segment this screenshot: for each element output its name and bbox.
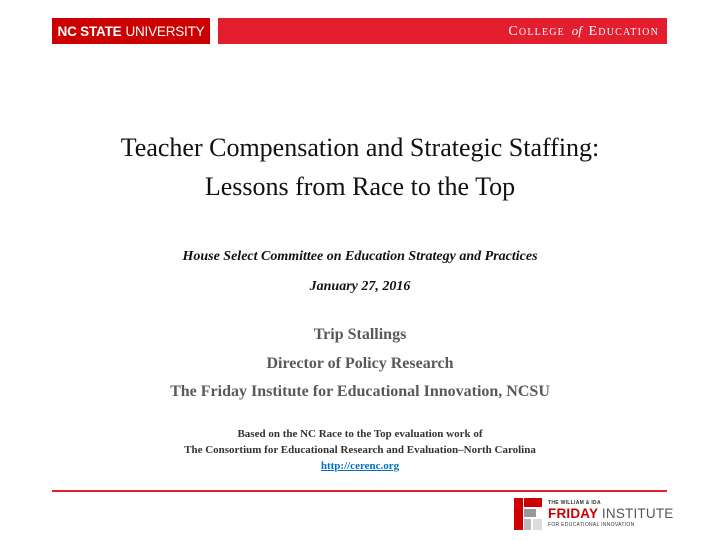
friday-institute-name-institute: INSTITUTE (601, 506, 674, 521)
friday-institute-small-text: THE WILLIAM & IDA (548, 500, 601, 506)
committee-name: House Select Committee on Education Strategy and Practices (182, 249, 538, 264)
basis-line1: Based on the NC Race to the Top evaluation work of (237, 428, 483, 440)
ncsu-wordmark-bold: NC STATE (57, 23, 122, 39)
presenter-block (0, 321, 720, 407)
college-name-of: of (571, 22, 582, 38)
basis-block (0, 426, 720, 474)
friday-institute-tagline: FOR EDUCATIONAL INNOVATION (548, 522, 635, 528)
presenter-role: Director of Policy Research (266, 354, 454, 372)
college-name-post: Education (588, 23, 659, 39)
ncsu-wordmark (55, 21, 207, 41)
college-name (508, 23, 659, 40)
slide-title-line2: Lessons from Race to the Top (204, 172, 516, 201)
friday-institute-name-friday: FRIDAY (548, 506, 598, 521)
footer-divider (52, 490, 667, 492)
friday-institute-mark-icon (514, 498, 542, 530)
presenter-name: Trip Stallings (313, 326, 407, 343)
presenter-org: The Friday Institute for Educational Innovation, NCSU (170, 383, 550, 400)
basis-line2: The Consortium for Educational Research and Evaluation–North Carolina (184, 444, 536, 456)
slide-title-line1: Teacher Compensation and Strategic Staffing: (120, 133, 600, 162)
presentation-date: January 27, 2016 (309, 279, 411, 294)
cerenc-link[interactable]: http://cerenc.org (320, 460, 400, 472)
college-name-pre: College (508, 23, 565, 39)
header-bar (52, 18, 667, 44)
friday-institute-name (548, 506, 673, 521)
slide-title (0, 128, 720, 206)
ncsu-logo (52, 18, 210, 44)
friday-institute-logo (514, 497, 674, 531)
ncsu-wordmark-light: UNIVERSITY (125, 23, 205, 39)
college-banner (218, 18, 667, 44)
